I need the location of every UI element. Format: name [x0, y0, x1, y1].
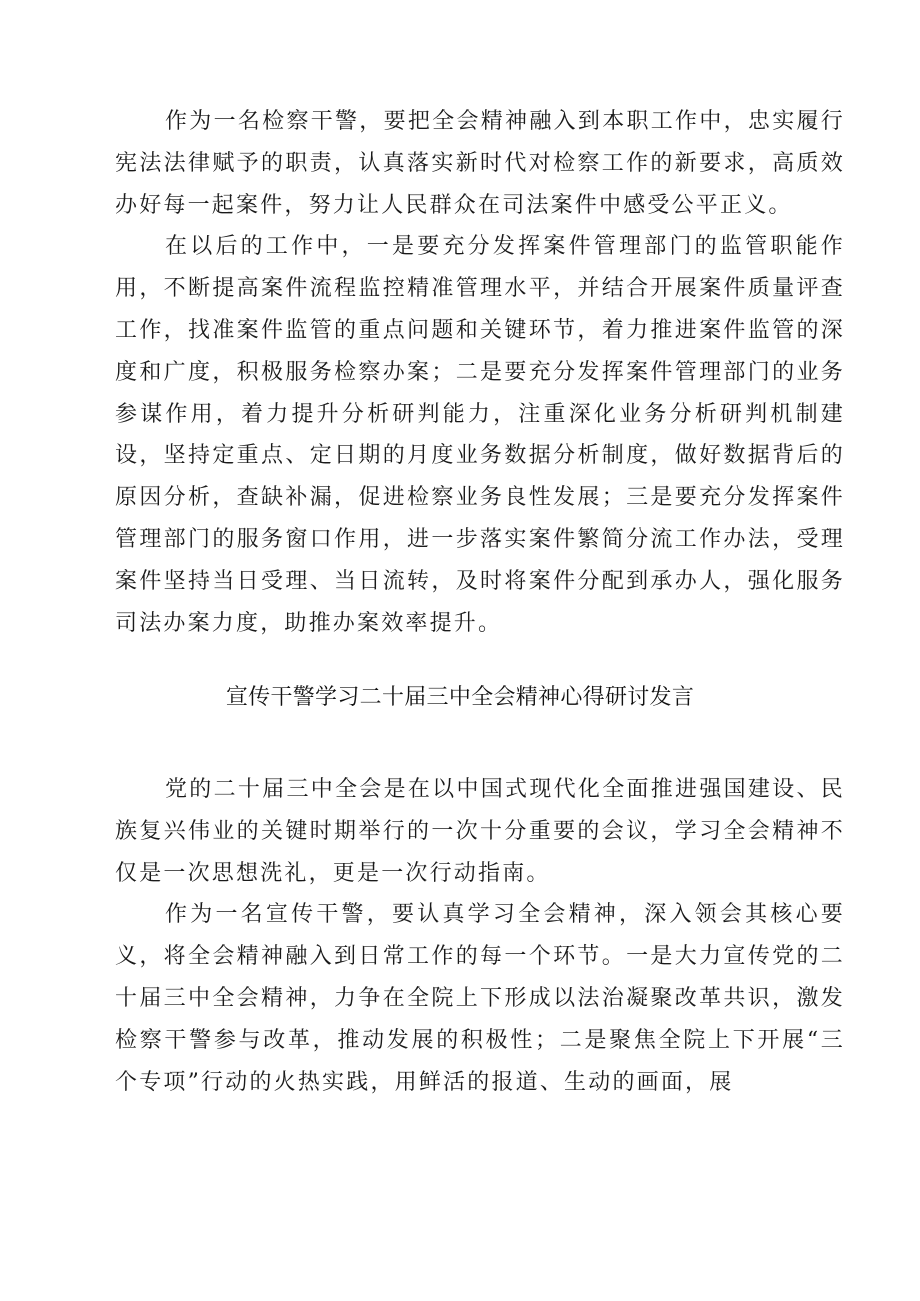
body-paragraph: 党的二十届三中全会是在以中国式现代化全面推进强国建设、民族复兴伟业的关键时期举行的一次十分重要的会议，学习全会精神不仅是一次思想洗礼，更是一次行动指南。 — [115, 777, 845, 886]
body-paragraph: 作为一名宣传干警，要认真学习全会精神，深入领会其核心要义，将全会精神融入到日常工作的每一个环节。一是大力宣传党的二十届三中全会精神，力争在全院上下形成以法治凝聚改革共识，激发检察干警参与改革，推动发展的积极性；二是聚焦全院上下开展“三个专项”行动的火热实践，用鲜活的报道、生动的画面，展 — [115, 902, 845, 1095]
body-paragraph: 在以后的工作中，一是要充分发挥案件管理部门的监管职能作用，不断提高案件流程监控精准管理水平，并结合开展案件质量评查工作，找准案件监管的重点问题和关键环节，着力推进案件监管的深度和广度，积极服务检察办案；二是要充分发挥案件管理部门的业务参谋作用，着力提升分析研判能力，注重深化业务分析研判机制建设，坚持定重点、定日期的月度业务数据分析制度，做好数据背后的原因分析，查缺补漏，促进检察业务良性发展；三是要充分发挥案件管理部门的服务窗口作用，进一步落实案件繁简分流工作办法，受理案件坚持当日受理、当日流转，及时将案件分配到承办人，强化服务司法办案力度，助推办案效率提升。 — [115, 234, 845, 636]
body-paragraph: 作为一名检察干警，要把全会精神融入到本职工作中，忠实履行宪法法律赋予的职责，认真落实新时代对检察工作的新要求，高质效办好每一起案件，努力让人民群众在司法案件中感受公平正义。 — [115, 109, 845, 218]
speech-text-section — [115, 769, 845, 1103]
section-title: 宣传干警学习二十届三中全会精神心得研讨发言 — [225, 685, 695, 710]
continued-text-section — [115, 101, 845, 644]
